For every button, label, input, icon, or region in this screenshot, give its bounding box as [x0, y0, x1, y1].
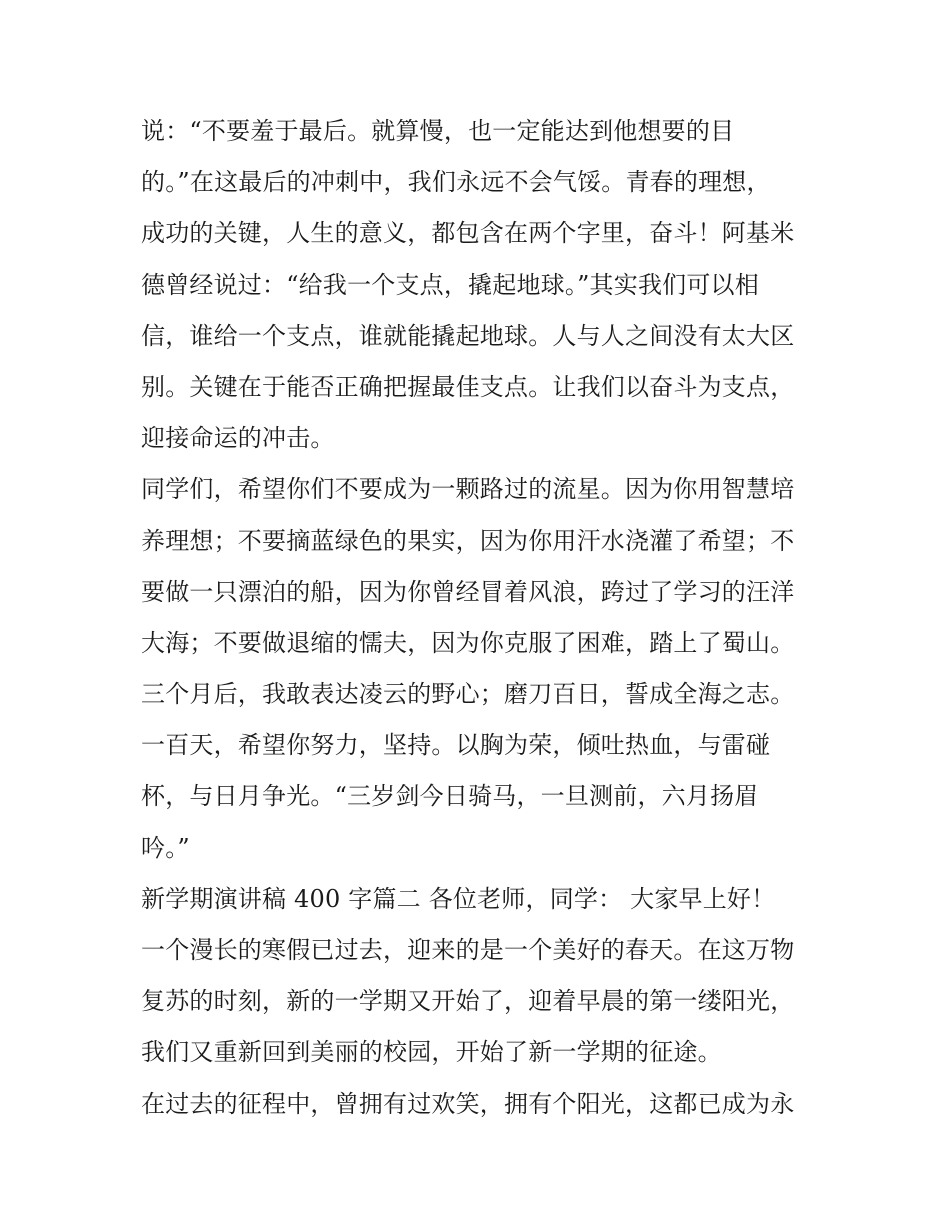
section-heading-line: 新学期演讲稿 400 字篇二 各位老师，同学： 大家早上好！	[141, 884, 776, 913]
text-line-11: 大海；不要做退缩的懦夫，因为你克服了困难，踏上了蜀山。	[141, 628, 795, 657]
text-line-19: 我们又重新回到美丽的校园，开始了新一学期的征途。	[141, 1038, 722, 1067]
text-line-10: 要做一只漂泊的船，因为你曾经冒着风浪，跨过了学习的汪洋	[141, 577, 795, 606]
text-line-15: 吟。”	[141, 833, 190, 862]
text-line-1: 说：“不要羞于最后。就算慢，也一定能达到他想要的目	[141, 117, 735, 145]
text-line-4: 德曾经说过：“给我一个支点，撬起地球。”其实我们可以相	[141, 270, 759, 299]
text-line-14: 杯，与日月争光。“三岁剑今日骑马，一旦测前，六月扬眉	[141, 782, 759, 811]
text-line-6: 别。关键在于能否正确把握最佳支点。让我们以奋斗为支点，	[141, 372, 795, 401]
text-line-7: 迎接命运的冲击。	[141, 424, 335, 453]
text-line-8: 同学们，希望你们不要成为一颗路过的流星。因为你用智慧培	[141, 475, 795, 504]
text-line-18: 复苏的时刻，新的一学期又开始了，迎着早晨的第一缕阳光，	[141, 987, 795, 1016]
text-line-12: 三个月后，我敢表达凌云的野心；磨刀百日，誓成全海之志。	[141, 680, 795, 709]
text-line-13: 一百天，希望你努力，坚持。以胸为荣，倾吐热血，与雷碰	[141, 731, 771, 760]
text-line-3: 成功的关键，人生的意义，都包含在两个字里，奋斗！阿基米	[141, 219, 795, 248]
text-line-9: 养理想；不要摘蓝绿色的果实，因为你用汗水浇灌了希望；不	[141, 526, 795, 555]
body-text	[141, 106, 831, 1130]
text-line-5: 信，谁给一个支点，谁就能撬起地球。人与人之间没有太大区	[141, 321, 795, 350]
text-line-2: 的。”在这最后的冲刺中，我们永远不会气馁。青春的理想，	[141, 168, 771, 197]
text-line-20: 在过去的征程中，曾拥有过欢笑，拥有个阳光，这都已成为永	[141, 1089, 795, 1118]
text-line-17: 一个漫长的寒假已过去，迎来的是一个美好的春天。在这万物	[141, 936, 795, 964]
